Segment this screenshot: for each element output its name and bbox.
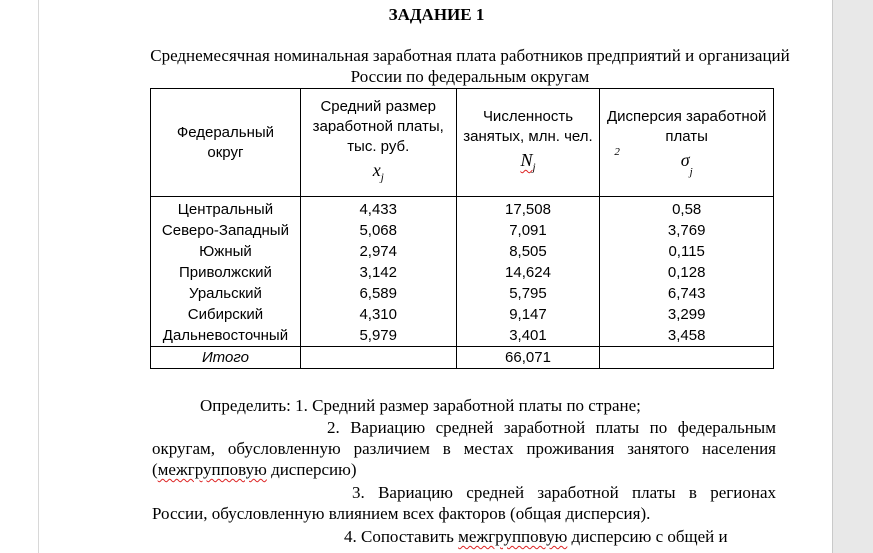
cell-variance: 0,128 bbox=[600, 262, 774, 283]
task-1: Определить: 1. Средний размер заработной платы по стране; bbox=[200, 396, 641, 415]
margin-rule bbox=[38, 0, 39, 553]
task-4: 4. Сопоставить межгрупповую дисперсию с общей и bbox=[344, 527, 728, 546]
table-row bbox=[151, 304, 774, 325]
cell-employed: 8,505 bbox=[456, 241, 600, 262]
cell-variance: 3,769 bbox=[600, 220, 774, 241]
squiggle-word: межгрупповую bbox=[157, 460, 267, 479]
page-edge bbox=[832, 0, 833, 553]
cell-district: Северо-Западный bbox=[151, 220, 301, 241]
table-row bbox=[151, 325, 774, 347]
symbol-x-j: $x_j$ bbox=[372, 160, 384, 184]
cell-variance: 0,58 bbox=[600, 197, 774, 221]
cell-employed: 17,508 bbox=[456, 197, 600, 221]
cell-salary: 6,589 bbox=[300, 283, 456, 304]
cell-variance: 0,115 bbox=[600, 241, 774, 262]
cell-variance: 3,299 bbox=[600, 304, 774, 325]
cell-employed: 7,091 bbox=[456, 220, 600, 241]
cell-employed: 9,147 bbox=[456, 304, 600, 325]
task-3: 3. Вариацию средней заработной платы в регионах России, обусловленную влиянием всех факторов (общая дисперсия). bbox=[152, 483, 776, 523]
table-row bbox=[151, 241, 774, 262]
header-variance: Дисперсия заработной платы σ 2 $_j$ bbox=[600, 89, 774, 197]
table-header-row bbox=[151, 89, 774, 197]
total-row bbox=[151, 347, 774, 369]
cell-employed: 14,624 bbox=[456, 262, 600, 283]
cell-district: Дальневосточный bbox=[151, 325, 301, 347]
document-title: ЗАДАНИЕ 1 bbox=[388, 5, 485, 24]
table-caption: Среднемесячная номинальная заработная плата работников предприятий и организаций России по федеральным округам bbox=[150, 46, 790, 86]
table-row bbox=[151, 262, 774, 283]
cell-salary: 5,979 bbox=[300, 325, 456, 347]
cell-salary: 2,974 bbox=[300, 241, 456, 262]
cell-district: Центральный bbox=[151, 197, 301, 221]
cell-variance: 3,458 bbox=[600, 325, 774, 347]
table-row bbox=[151, 220, 774, 241]
cell-salary: 5,068 bbox=[300, 220, 456, 241]
cell-variance: 6,743 bbox=[600, 283, 774, 304]
cell-salary: 4,433 bbox=[300, 197, 456, 221]
cell-district: Южный bbox=[151, 241, 301, 262]
table-row bbox=[151, 283, 774, 304]
task-2: 2. Вариацию средней заработной платы по федеральным округам, обусловленную различием в местах проживания занятого населения (межгрупповую дисперсию) bbox=[152, 418, 776, 479]
cell-salary: 3,142 bbox=[300, 262, 456, 283]
cell-district: Сибирский bbox=[151, 304, 301, 325]
cell-district: Приволжский bbox=[151, 262, 301, 283]
total-employed: 66,071 bbox=[456, 347, 600, 369]
table-row bbox=[151, 197, 774, 221]
header-district: Федеральный округ bbox=[151, 89, 301, 197]
symbol-sigma-j-squared: σ 2 $_j$ bbox=[614, 146, 693, 178]
cell-employed: 5,795 bbox=[456, 283, 600, 304]
header-employed: Численность занятых, млн. чел. $N_j$ bbox=[456, 89, 600, 197]
salary-table bbox=[150, 88, 774, 369]
cell-salary: 4,310 bbox=[300, 304, 456, 325]
symbol-n-j: $N_j$ bbox=[520, 150, 536, 174]
cell-district: Уральский bbox=[151, 283, 301, 304]
total-label: Итого bbox=[151, 347, 301, 369]
total-variance-empty bbox=[600, 347, 774, 369]
header-salary: Средний размер заработной платы, тыс. руб. $x_j$ bbox=[300, 89, 456, 197]
squiggle-word-2: межгрупповую bbox=[458, 527, 568, 546]
cell-employed: 3,401 bbox=[456, 325, 600, 347]
total-salary-empty bbox=[300, 347, 456, 369]
